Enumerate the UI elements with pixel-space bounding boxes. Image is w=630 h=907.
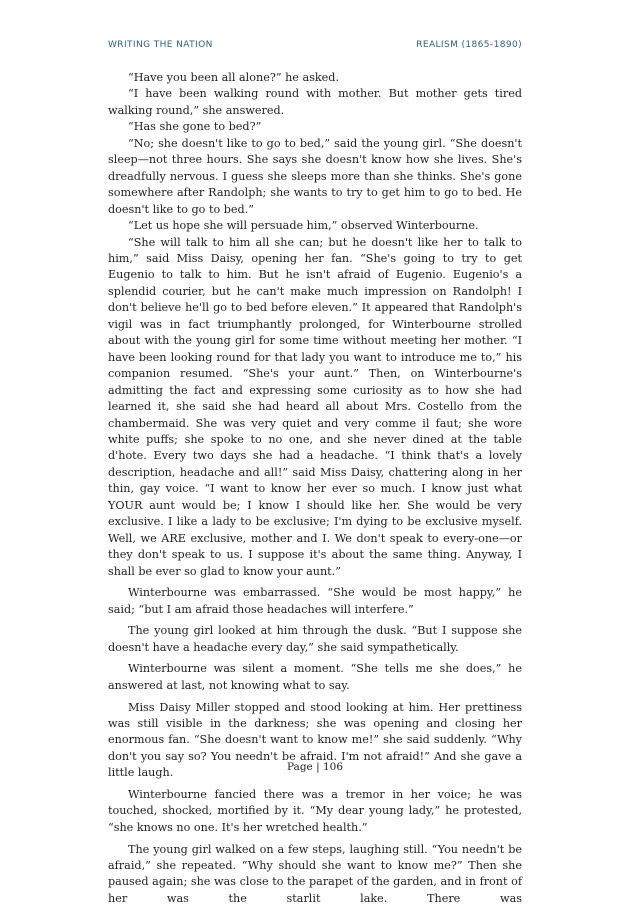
header-period-title: REALISM (1865-1890) xyxy=(416,40,522,50)
paragraph: “Have you been all alone?” he asked. xyxy=(128,71,340,84)
paragraph: Winterbourne was silent a moment. “She tells me she does,” he answered at last, not knowing what to say. xyxy=(108,662,522,692)
body-text xyxy=(108,70,522,907)
paragraph: “Let us hope she will persuade him,” observed Winterbourne. xyxy=(128,219,479,233)
paragraph: Winterbourne was embarrassed. “She would be most happy,” he said; “but I am afraid those headaches will interfere.” xyxy=(108,586,522,616)
paragraph: Miss Daisy Miller stopped and stood looking at him. Her prettiness was still visible in the darkness; she was opening and closing her enormous fan. “She doesn't want to know me!” she said suddenly. “Why don't you say so? You needn't be afraid. I'm not afraid!” And she gave a little laugh. xyxy=(108,700,522,780)
paragraph: The young girl walked on a few steps, laughing still. “You needn't be afraid,” she repeated. “Why should she want to know me?” Then she paused again; she was close to the parapet of the garden, and in front of her was the starlit lake. There was xyxy=(108,842,522,905)
paragraph: “Has she gone to bed?” xyxy=(128,120,262,134)
page-number: Page | 106 xyxy=(286,761,344,773)
running-header xyxy=(108,40,522,54)
header-section-title: WRITING THE NATION xyxy=(108,40,213,50)
paragraph: Winterbourne fancied there was a tremor in her voice; he was touched, shocked, mortified by it. “My dear young lady,” he protested, “she knows no one. It's her wretched health.” xyxy=(108,787,522,834)
paragraph: “I have been walking round with mother. But mother gets tired walking round,” she answered. xyxy=(108,87,522,117)
paragraph: “She will talk to him all she can; but he doesn't like her to talk to him,” said Miss Daisy, opening her fan. “She's going to try to get Eugenio to talk to him. But he isn't afraid of Eugenio. Eugenio's a splendid courier, but he can't make much impression on Randolph! I don't believe he'll go to bed before eleven.” It appeared that Randolph's vigil was in fact triumphantly prolonged, for Winterbourne strolled about with the young girl for some time without meeting her mother. “I have been looking round for that lady you want to introduce me to,” his companion resumed. “She's your aunt.” Then, on Winterbourne's admitting the fact and expressing some curiosity as to how she had learned it, she said she had heard all about Mrs. Costello from the chambermaid. She was very quiet and very comme il faut; she wore white puffs; she spoke to no one, and she never dined at the table d'hote. Every two days she had a headache. “I think that's a lovely description, headache and all!” said Miss Daisy, chattering along in her thin, gay voice. “I want to know her ever so much. I know just what YOUR aunt would be; I know I should like her. She would be very exclusive. I like a lady to be exclusive; I'm dying to be exclusive myself. Well, we ARE exclusive, mother and I. We don't speak to every-one—or they don't speak to us. I suppose it's about the same thing. Anyway, I shall be ever so glad to know your aunt.” xyxy=(108,235,522,578)
paragraph: The young girl looked at him through the dusk. “But I suppose she doesn't have a headache every day,” she said sympathetically. xyxy=(108,624,522,654)
paragraph: “No; she doesn't like to go to bed,” said the young girl. “She doesn't sleep—not three hours. She says she doesn't know how she lives. She's dreadfully nervous. I guess she sleeps more than she thinks. She's gone somewhere after Randolph; she wants to try to get him to go to bed. He doesn't like to go to bed.” xyxy=(108,136,522,216)
